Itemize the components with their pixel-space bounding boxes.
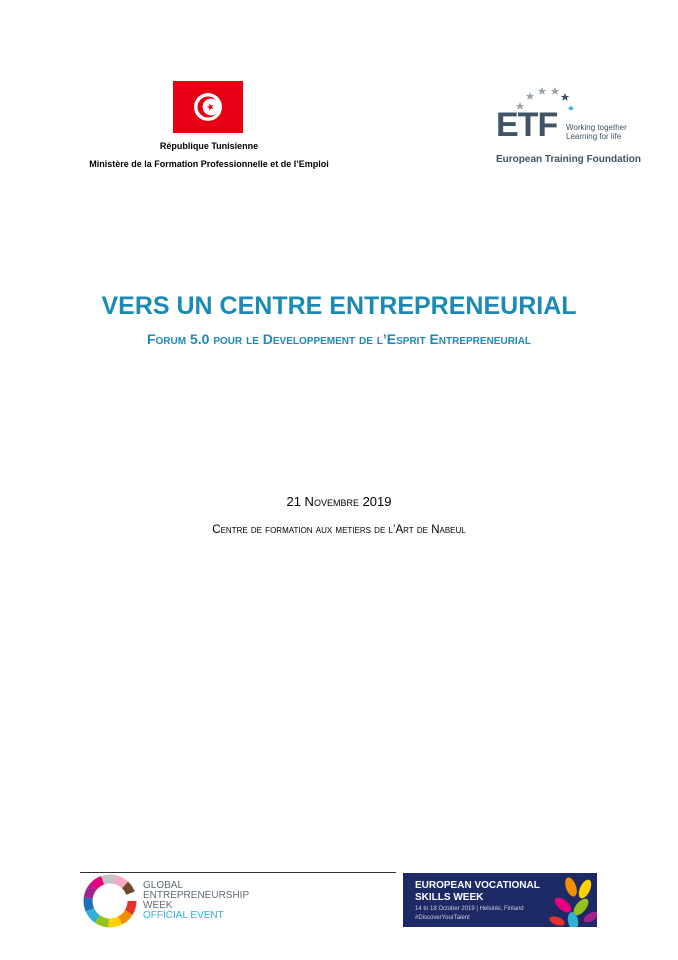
evsw-dates: 14 to 18 October 2019 | Helsinki, Finland: [415, 906, 524, 912]
gew-line4: OFFICIAL EVENT: [143, 910, 224, 921]
event-date: 21 Novembre 2019: [286, 494, 392, 509]
gew-line1: GLOBAL: [143, 880, 184, 891]
gew-ring-icon: [80, 871, 140, 931]
tunisia-flag-icon: [173, 81, 243, 133]
gew-logo-text: [143, 881, 249, 921]
ministry-label: Ministère de la Formation Professionnelle et de l’Emploi: [89, 159, 329, 169]
etf-tagline: Working together Learning for life: [566, 123, 627, 141]
evsw-hashtag: #DiscoverYourTalent: [415, 915, 470, 921]
event-venue: Centre de formation aux metiers de l’Art de Nabeul: [212, 524, 466, 536]
evsw-title-line2: SKILLS WEEK: [415, 892, 484, 903]
evsw-banner: [403, 873, 597, 927]
evsw-petals-icon: [545, 873, 597, 927]
etf-full-name: European Training Foundation: [496, 154, 641, 165]
republic-label: République Tunisienne: [159, 141, 259, 151]
document-title: VERS UN CENTRE ENTREPRENEURIAL: [101, 292, 577, 320]
etf-wordmark: ETF: [496, 106, 558, 144]
gew-line2: ENTREPRENEURSHIP: [143, 890, 250, 901]
evsw-title-line1: EUROPEAN VOCATIONAL: [415, 880, 540, 891]
document-subtitle: Forum 5.0 pour le Developpement de l’Esprit Entrepreneurial: [146, 331, 532, 347]
gew-line3: WEEK: [143, 900, 173, 911]
